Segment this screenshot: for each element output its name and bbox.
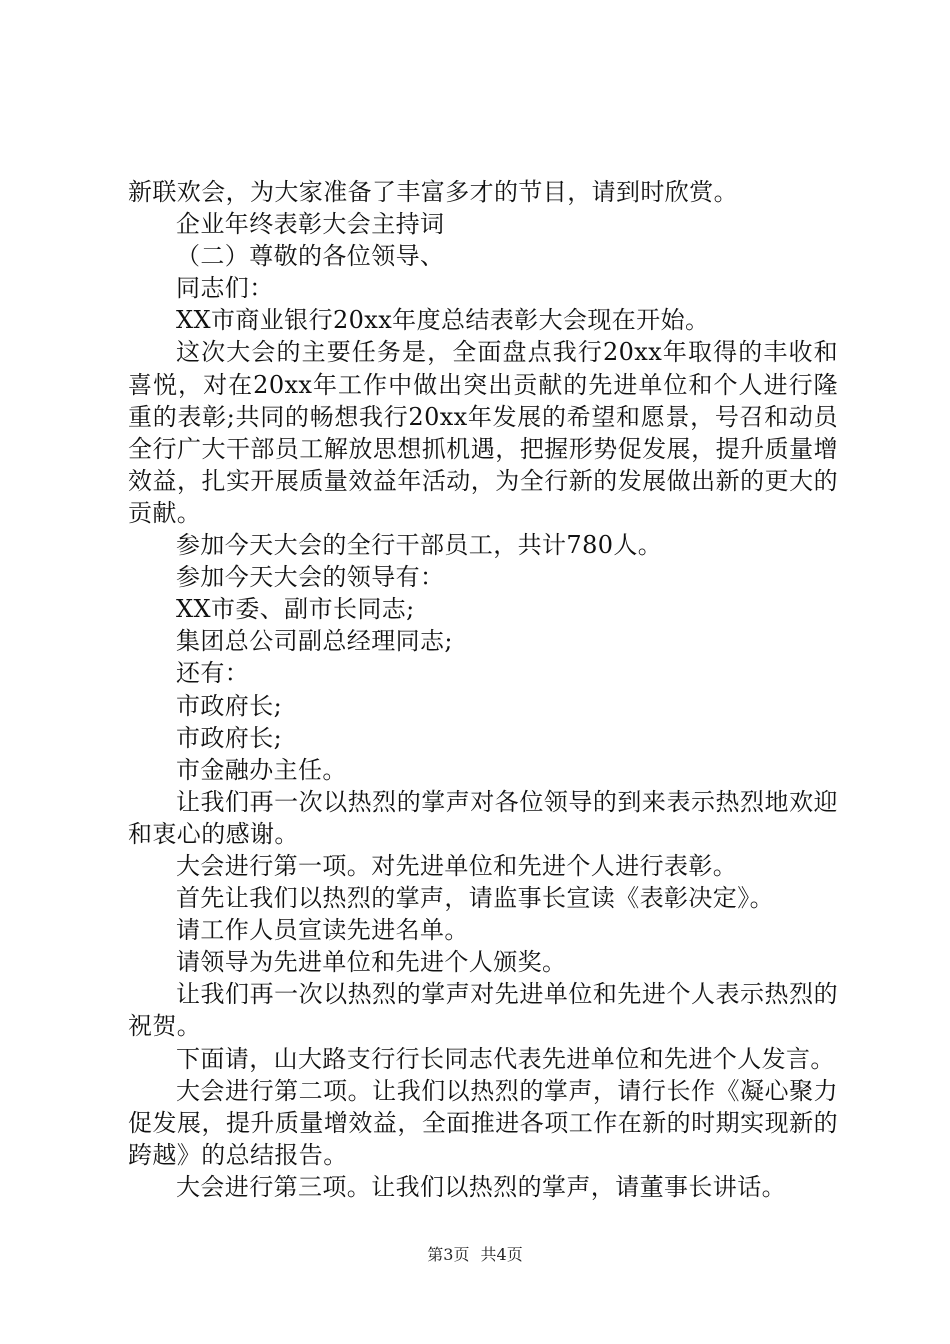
paragraph: 大会进行第三项。让我们以热烈的掌声，请董事长讲话。 <box>176 1172 786 1201</box>
paragraph: 大会进行第一项。对先进单位和先进个人进行表彰。 <box>176 851 738 880</box>
page-total: 共4页 <box>480 1245 523 1264</box>
paragraph: 参加今天大会的全行干部员工，共计780人。 <box>176 531 663 560</box>
paragraph: 市金融办主任。 <box>176 755 347 784</box>
paragraph: （二）尊敬的各位领导、 <box>176 242 445 271</box>
page-footer <box>0 1242 950 1265</box>
paragraph: 还有： <box>176 659 250 688</box>
paragraph: 请领导为先进单位和先进个人颁奖。 <box>176 948 567 977</box>
paragraph: 市政府长; <box>176 691 283 720</box>
paragraph: 集团总公司副总经理同志; <box>176 627 453 656</box>
paragraph: XX市委、副市长同志; <box>176 595 415 624</box>
paragraph: 让我们再一次以热烈的掌声对各位领导的到来表示热烈地欢迎和衷心的感谢。 <box>128 787 838 848</box>
paragraph: 市政府长; <box>176 723 283 752</box>
paragraph: 让我们再一次以热烈的掌声对先进单位和先进个人表示热烈的祝贺。 <box>128 980 838 1041</box>
paragraph-heading: 企业年终表彰大会主持词 <box>176 210 445 239</box>
paragraph: 请工作人员宣读先进名单。 <box>176 916 469 945</box>
paragraph: 参加今天大会的领导有： <box>176 563 445 592</box>
paragraph: 这次大会的主要任务是，全面盘点我行20xx年取得的丰收和喜悦，对在20xx年工作中做出突出贡献的先进单位和个人进行隆重的表彰;共同的畅想我行20xx年发展的希望和愿景，号召和动员全行广大干部员工解放思想抓机遇，把握形势促发展，提升质量增效益，扎实开展质量效益年活动，为全行新的发展做出新的更大的贡献。 <box>128 338 838 527</box>
page-number: 第3页 <box>427 1245 470 1264</box>
paragraph: 下面请，山大路支行行长同志代表先进单位和先进个人发言。 <box>176 1044 835 1073</box>
paragraph: 首先让我们以热烈的掌声，请监事长宣读《表彰决定》。 <box>176 884 774 913</box>
paragraph: 新联欢会，为大家准备了丰富多才的节目，请到时欣赏。 <box>128 178 738 206</box>
paragraph: XX市商业银行20xx年度总结表彰大会现在开始。 <box>176 306 710 335</box>
document-body <box>128 176 838 1203</box>
paragraph: 大会进行第二项。让我们以热烈的掌声，请行长作《凝心聚力促发展，提升质量增效益，全面推进各项工作在新的时期实现新的跨越》的总结报告。 <box>128 1076 838 1169</box>
paragraph: 同志们： <box>176 274 274 303</box>
